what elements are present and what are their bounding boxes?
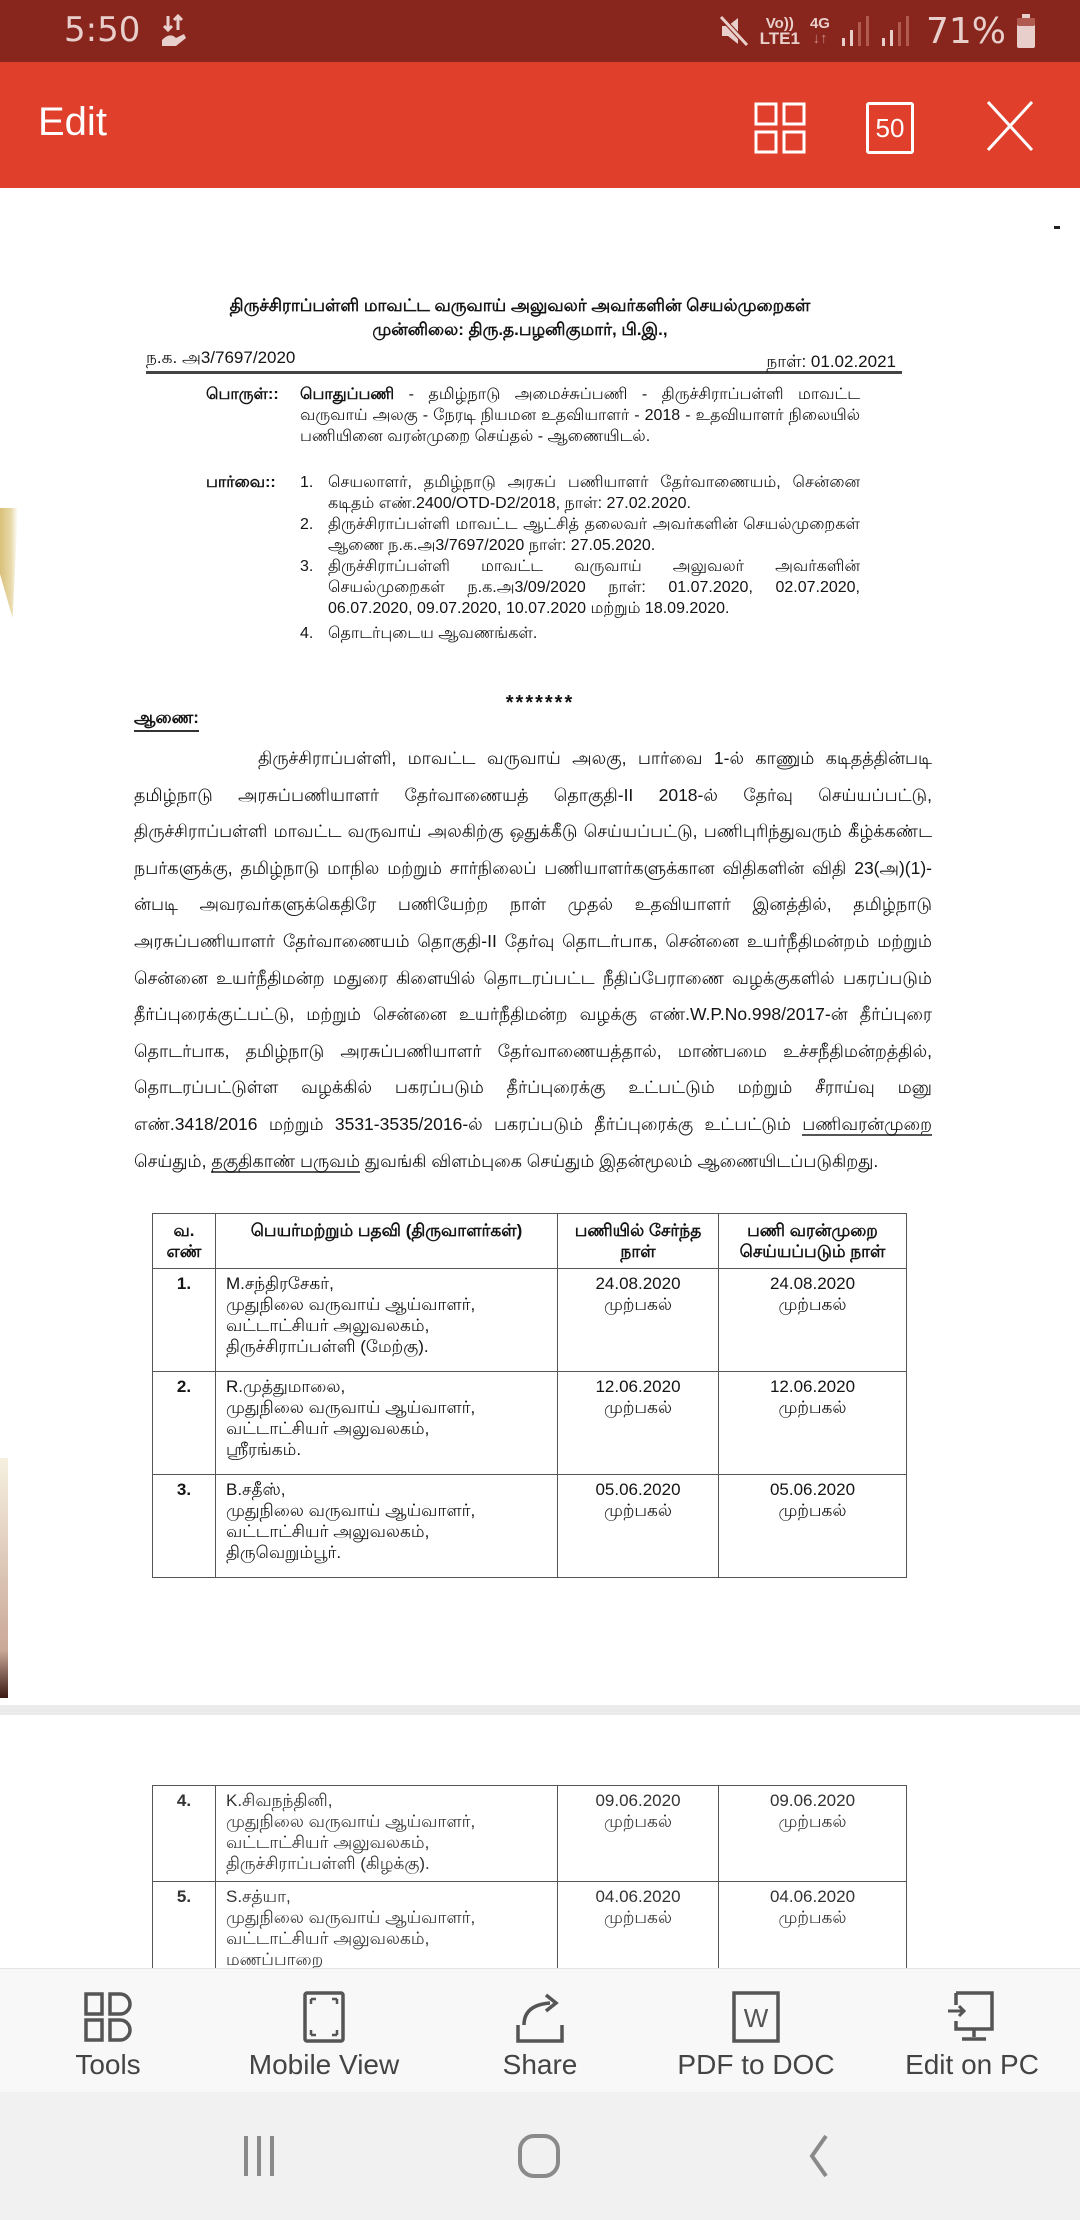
table-row bbox=[153, 1372, 907, 1475]
joined-session: முற்பகல் bbox=[603, 1398, 673, 1417]
reference-item bbox=[300, 472, 860, 514]
cell-joined bbox=[558, 1269, 719, 1372]
signal-icon bbox=[880, 14, 910, 48]
order-text: செய்தும், bbox=[134, 1150, 212, 1171]
employee-name: R.முத்துமாலை, bbox=[226, 1377, 346, 1396]
employee-office: வட்டாட்சியர் அலுவலகம், bbox=[226, 1929, 430, 1948]
page-separator bbox=[0, 1705, 1080, 1715]
cell-joined bbox=[558, 1882, 719, 1969]
regularized-session: முற்பகல் bbox=[778, 1908, 847, 1927]
share-icon bbox=[514, 1991, 566, 2045]
regularized-date: 12.06.2020 bbox=[769, 1377, 856, 1396]
joined-session: முற்பகல் bbox=[603, 1295, 673, 1314]
reference-text: திருச்சிராப்பள்ளி மாவட்ட வருவாய் அலுவலர் அவர்களின் செயல்முறைகள் ந.க.அ3/09/2020 நாள்: 01.07.2020, 02.07.2020, 06.07.2020, 09.07.2020, 10.07.2020 மற்றும் 18.09.2020. bbox=[328, 558, 860, 617]
signal-icon bbox=[840, 14, 870, 48]
battery-percent: 71% bbox=[925, 10, 1006, 52]
app-bar bbox=[0, 62, 1080, 188]
volte-label: Vo)) bbox=[765, 15, 794, 32]
employee-office: வட்டாட்சியர் அலுவலகம், bbox=[226, 1316, 430, 1335]
tools-button[interactable] bbox=[0, 1969, 216, 2092]
edit-on-pc-icon bbox=[946, 1991, 998, 2043]
back-icon[interactable] bbox=[790, 2132, 850, 2182]
share-label: Share bbox=[502, 2049, 578, 2080]
underlined-text: பணிவரன்முறை bbox=[802, 1113, 932, 1134]
regularized-session: முற்பகல் bbox=[778, 1398, 847, 1417]
mobile-view-button[interactable] bbox=[216, 1969, 432, 2092]
employee-post: முதுநிலை வருவாய் ஆய்வாளர், bbox=[226, 1812, 476, 1831]
order-label: ஆணை: bbox=[134, 708, 199, 732]
employee-name: K.சிவநந்தினி, bbox=[226, 1791, 333, 1810]
underlined-text: தகுதிகாண் பருவம் bbox=[211, 1150, 361, 1171]
employee-place: திருச்சிராப்பள்ளி (கிழக்கு). bbox=[226, 1854, 430, 1873]
table-row bbox=[153, 1786, 907, 1882]
cell-joined bbox=[558, 1372, 719, 1475]
header-name-post: பெயர்மற்றும் பதவி (திருவாளர்கள்) bbox=[216, 1214, 558, 1269]
network-label: 4G bbox=[809, 15, 830, 32]
joined-date: 04.06.2020 bbox=[595, 1887, 681, 1906]
employee-place: ஸ்ரீரங்கம். bbox=[226, 1440, 302, 1459]
cell-serial: 5. bbox=[153, 1882, 216, 1969]
document-viewer[interactable] bbox=[0, 188, 1080, 1968]
mobile-view-label: Mobile View bbox=[248, 2049, 400, 2080]
pdf-to-doc-label: PDF to DOC bbox=[677, 2049, 835, 2080]
cell-name-post bbox=[216, 1372, 558, 1475]
subject-text bbox=[300, 384, 860, 447]
bottom-toolbar bbox=[0, 1968, 1080, 2092]
regularized-date: 09.06.2020 bbox=[769, 1791, 856, 1810]
references-label: பார்வை:: bbox=[206, 474, 276, 491]
joined-session: முற்பகல் bbox=[603, 1812, 673, 1831]
volte-indicator bbox=[760, 16, 800, 46]
svg-text:W: W bbox=[743, 2003, 769, 2033]
network-indicator bbox=[810, 16, 830, 46]
cell-joined bbox=[558, 1786, 719, 1882]
employee-post: முதுநிலை வருவாய் ஆய்வாளர், bbox=[226, 1398, 476, 1417]
joined-date: 09.06.2020 bbox=[595, 1791, 681, 1810]
employee-name: M.சந்திரசேகர், bbox=[226, 1274, 334, 1293]
share-button[interactable] bbox=[432, 1969, 648, 2092]
regularized-session: முற்பகல் bbox=[778, 1812, 847, 1831]
employee-name: B.சதீஸ், bbox=[226, 1480, 286, 1499]
cell-regularized bbox=[719, 1475, 907, 1578]
cell-regularized bbox=[719, 1269, 907, 1372]
separator-stars: ******* bbox=[505, 692, 575, 714]
reference-number: 3. bbox=[300, 558, 314, 575]
reference-text: திருச்சிராப்பள்ளி மாவட்ட ஆட்சித் தலைவர் அவர்களின் செயல்முறைகள் ஆணை ந.க.அ3/7697/2020 நாள்: 27.05.2020. bbox=[328, 516, 860, 554]
staff-table-continued bbox=[152, 1785, 907, 1968]
employee-office: வட்டாட்சியர் அலுவலகம், bbox=[226, 1419, 430, 1438]
page-count-icon[interactable]: 50 bbox=[866, 102, 914, 154]
reference-item bbox=[300, 514, 860, 556]
subject-bold: பொதுப்பணி bbox=[300, 386, 395, 403]
system-nav-bar bbox=[0, 2092, 1080, 2220]
staff-table bbox=[152, 1213, 907, 1578]
employee-post: முதுநிலை வருவாய் ஆய்வாளர், bbox=[226, 1501, 476, 1520]
cell-regularized bbox=[719, 1786, 907, 1882]
status-time: 5:50 bbox=[64, 10, 141, 50]
reference-number: 2. bbox=[300, 516, 314, 533]
subject-label: பொருள்:: bbox=[206, 386, 279, 403]
header-line-1: திருச்சிராப்பள்ளி மாவட்ட வருவாய் அலுவலர் அவர்களின் செயல்முறைகள் bbox=[229, 296, 811, 315]
regularized-session: முற்பகல் bbox=[778, 1501, 847, 1520]
status-bar bbox=[0, 0, 1080, 62]
employee-post: முதுநிலை வருவாய் ஆய்வாளர், bbox=[226, 1908, 476, 1927]
cell-serial: 2. bbox=[153, 1372, 216, 1475]
mute-icon bbox=[718, 14, 750, 48]
document-header bbox=[140, 294, 900, 342]
battery-icon bbox=[1016, 14, 1036, 48]
reference-number: 1. bbox=[300, 474, 314, 491]
joined-date: 05.06.2020 bbox=[595, 1480, 681, 1499]
grid-view-icon[interactable] bbox=[752, 98, 808, 154]
regularized-session: முற்பகல் bbox=[778, 1295, 847, 1314]
employee-place: திருச்சிராப்பள்ளி (மேற்கு). bbox=[226, 1337, 429, 1356]
edit-on-pc-label: Edit on PC bbox=[905, 2049, 1039, 2080]
joined-date: 24.08.2020 bbox=[595, 1274, 681, 1293]
document-page-1 bbox=[0, 188, 1080, 1705]
header-serial: வ. எண் bbox=[153, 1214, 216, 1269]
cell-serial: 4. bbox=[153, 1786, 216, 1882]
references-list bbox=[300, 472, 860, 644]
pdf-to-doc-button[interactable] bbox=[648, 1969, 864, 2092]
joined-session: முற்பகல் bbox=[603, 1908, 673, 1927]
cell-name-post bbox=[216, 1882, 558, 1969]
employee-post: முதுநிலை வருவாய் ஆய்வாளர், bbox=[226, 1295, 476, 1314]
mobile-view-icon bbox=[303, 1991, 345, 2043]
employee-place: மணப்பாறை bbox=[226, 1950, 324, 1968]
document-date: நாள்: 01.02.2021 bbox=[766, 352, 896, 371]
regularized-date: 05.06.2020 bbox=[769, 1480, 856, 1499]
cell-name-post bbox=[216, 1475, 558, 1578]
recent-apps-icon[interactable] bbox=[234, 2132, 294, 2182]
employee-office: வட்டாட்சியர் அலுவலகம், bbox=[226, 1833, 430, 1852]
header-joined-date: பணியில் சேர்ந்த நாள் bbox=[558, 1214, 719, 1269]
joined-session: முற்பகல் bbox=[603, 1501, 673, 1520]
employee-office: வட்டாட்சியர் அலுவலகம், bbox=[226, 1522, 430, 1541]
reference-item bbox=[300, 556, 860, 619]
tools-label: Tools bbox=[75, 2049, 141, 2080]
cell-regularized bbox=[719, 1882, 907, 1969]
header-line-2: முன்னிலை: திரு.த.பழனிகுமார், பி.இ., bbox=[372, 320, 668, 339]
employee-place: திருவெறும்பூர். bbox=[226, 1543, 342, 1562]
close-icon[interactable] bbox=[982, 98, 1038, 154]
regularized-date: 04.06.2020 bbox=[769, 1887, 856, 1906]
tools-icon bbox=[83, 1991, 133, 2043]
cell-name-post bbox=[216, 1786, 558, 1882]
reference-text: தொடர்புடைய ஆவணங்கள். bbox=[328, 625, 538, 642]
cell-name-post bbox=[216, 1269, 558, 1372]
order-body bbox=[134, 740, 932, 1179]
order-text: திருச்சிராப்பள்ளி, மாவட்ட வருவாய் அலகு, பார்வை 1-ல் காணும் கடிதத்தின்படி தமிழ்நாடு அரசுப்பணியாளர் தேர்வாணையத் தொகுதி-II 2018-ல் தேர்வு செய்யப்பட்டு, திருச்சிராப்பள்ளி மாவட்ட வருவாய் அலகிற்கு ஒதுக்கீடு செய்யப்பட்டு, பணிபுரிந்துவரும் கீழ்க்கண்ட நபர்களுக்கு, தமிழ்நாடு மாநில மற்றும் சார்நிலைப் பணியாளர்களுக்கான விதிகளின் விதி 23(அ)(1)-ன்படி அவரவர்களுக்கெதிரே பணியேற்ற நாள் முதல் உதவியாளர் இனத்தில், தமிழ்நாடு அரசுப்பணியாளர் தேர்வாணையம் தொகுதி-II தேர்வு தொடர்பாக, சென்னை உயர்நீதிமன்றம் மற்றும் சென்னை உயர்நீதிமன்ற மதுரை கிளையில் தொடரப்பட்ட நீதிப்பேராணை வழக்குகளில் பகரப்படும் தீர்ப்புரைக்குட்பட்டு, மற்றும் சென்னை உயர்நீதிமன்ற வழக்கு எண்.W.P.No.998/2017-ன் தீர்ப்புரை தொடர்பாக, தமிழ்நாடு அரசுப்பணியாளர் தேர்வாணையத்தால், மாண்பமை உச்சநீதிமன்றத்தில், தொடரப்பட்டுள்ள வழக்கில் பகரப்படும் தீர்ப்புரைக்கு உட்பட்டும் மற்றும் சீராய்வு மனு எண்.3418/2016 மற்றும் 3531-3535/2016-ல் பகரப்படும் தீர்ப்புரைக்கு உட்பட்டும் bbox=[134, 748, 932, 1134]
reference-line bbox=[146, 348, 902, 374]
home-icon[interactable] bbox=[510, 2132, 570, 2182]
table-header-row bbox=[153, 1214, 907, 1269]
pdf-to-doc-icon bbox=[732, 1991, 780, 2043]
regularized-date: 24.08.2020 bbox=[769, 1274, 856, 1293]
data-transfer-icon bbox=[160, 14, 190, 48]
order-text: துவங்கி விளம்புகை செய்தும் இதன்மூலம் ஆணையிடப்படுகிறது. bbox=[360, 1150, 879, 1171]
lte-label: LTE1 bbox=[759, 29, 800, 48]
cell-serial: 3. bbox=[153, 1475, 216, 1578]
cell-regularized bbox=[719, 1372, 907, 1475]
table-row bbox=[153, 1269, 907, 1372]
status-icons bbox=[718, 8, 1036, 54]
reference-text: செயலாளர், தமிழ்நாடு அரசுப் பணியாளர் தேர்வாணையம், சென்னை கடிதம் எண்.2400/OTD-D2/2018, நாள்: 27.02.2020. bbox=[328, 474, 860, 512]
table-row bbox=[153, 1475, 907, 1578]
reference-item bbox=[300, 623, 860, 644]
cell-serial: 1. bbox=[153, 1269, 216, 1372]
cell-joined bbox=[558, 1475, 719, 1578]
joined-date: 12.06.2020 bbox=[595, 1377, 681, 1396]
document-page-2 bbox=[0, 1715, 1080, 1968]
reference-number: ந.க. அ3/7697/2020 bbox=[146, 348, 296, 367]
table-row bbox=[153, 1882, 907, 1969]
subject-body: - தமிழ்நாடு அமைச்சுப்பணி - திருச்சிராப்பள்ளி மாவட்ட வருவாய் அலகு - நேரடி நியமன உதவியாளர் - 2018 - உதவியாளர் நிலையில் பணியினை வரன்முறை செய்தல் - ஆணையிடல். bbox=[300, 386, 860, 445]
employee-name: S.சத்யா, bbox=[226, 1887, 291, 1906]
data-arrows-icon: ↓↑ bbox=[812, 30, 828, 47]
app-bar-title: Edit bbox=[38, 100, 107, 144]
reference-number: 4. bbox=[300, 625, 314, 642]
edit-on-pc-button[interactable] bbox=[864, 1969, 1080, 2092]
header-regularized-date: பணி வரன்முறை செய்யப்படும் நாள் bbox=[719, 1214, 907, 1269]
